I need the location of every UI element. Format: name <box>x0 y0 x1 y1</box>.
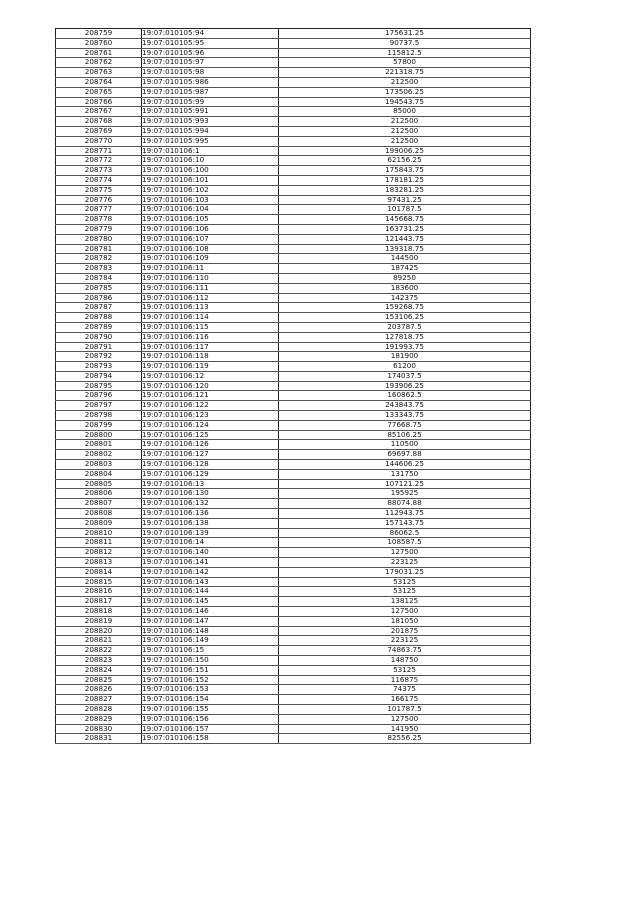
table-row <box>56 38 531 48</box>
table-row <box>56 401 531 411</box>
value-cell: 110500 <box>279 440 531 450</box>
row-number-cell: 208817 <box>56 597 142 607</box>
row-number-cell: 208821 <box>56 636 142 646</box>
table-row <box>56 391 531 401</box>
cadastral-number-cell: 19:07:010106:153 <box>142 685 279 695</box>
value-cell: 183600 <box>279 283 531 293</box>
value-cell: 181050 <box>279 616 531 626</box>
row-number-cell: 208777 <box>56 205 142 215</box>
cadastral-number-cell: 19:07:010105:991 <box>142 107 279 117</box>
value-cell: 86062.5 <box>279 528 531 538</box>
cadastral-number-cell: 19:07:010106:117 <box>142 342 279 352</box>
cadastral-number-cell: 19:07:010106:113 <box>142 303 279 313</box>
table-row <box>56 509 531 519</box>
cadastral-number-cell: 19:07:010106:147 <box>142 616 279 626</box>
cadastral-number-cell: 19:07:010106:112 <box>142 293 279 303</box>
table-row <box>56 616 531 626</box>
row-number-cell: 208784 <box>56 273 142 283</box>
cadastral-number-cell: 19:07:010106:141 <box>142 558 279 568</box>
row-number-cell: 208770 <box>56 136 142 146</box>
row-number-cell: 208771 <box>56 146 142 156</box>
table-row <box>56 97 531 107</box>
value-cell: 112943.75 <box>279 509 531 519</box>
row-number-cell: 208776 <box>56 195 142 205</box>
cadastral-number-cell: 19:07:010105:96 <box>142 48 279 58</box>
table-row <box>56 440 531 450</box>
row-number-cell: 208774 <box>56 175 142 185</box>
value-cell: 116875 <box>279 675 531 685</box>
value-cell: 85106.25 <box>279 430 531 440</box>
value-cell: 142375 <box>279 293 531 303</box>
value-cell: 127818.75 <box>279 332 531 342</box>
table-row <box>56 342 531 352</box>
table-row <box>56 724 531 734</box>
row-number-cell: 208809 <box>56 518 142 528</box>
table-row <box>56 675 531 685</box>
value-cell: 69697.88 <box>279 450 531 460</box>
row-number-cell: 208778 <box>56 215 142 225</box>
cadastral-number-cell: 19:07:010106:151 <box>142 665 279 675</box>
cadastral-number-cell: 19:07:010106:136 <box>142 509 279 519</box>
cadastral-number-cell: 19:07:010105:97 <box>142 58 279 68</box>
table-row <box>56 175 531 185</box>
cadastral-number-cell: 19:07:010106:148 <box>142 626 279 636</box>
value-cell: 139318.75 <box>279 244 531 254</box>
table-row <box>56 577 531 587</box>
table-row <box>56 58 531 68</box>
value-cell: 138125 <box>279 597 531 607</box>
cadastral-number-cell: 19:07:010106:144 <box>142 587 279 597</box>
row-number-cell: 208775 <box>56 185 142 195</box>
cadastral-number-cell: 19:07:010106:111 <box>142 283 279 293</box>
value-cell: 175843.75 <box>279 166 531 176</box>
cadastral-number-cell: 19:07:010105:995 <box>142 136 279 146</box>
cadastral-number-cell: 19:07:010106:106 <box>142 224 279 234</box>
value-cell: 175631.25 <box>279 29 531 39</box>
row-number-cell: 208801 <box>56 440 142 450</box>
row-number-cell: 208806 <box>56 489 142 499</box>
row-number-cell: 208811 <box>56 538 142 548</box>
cadastral-number-cell: 19:07:010106:152 <box>142 675 279 685</box>
table-row <box>56 195 531 205</box>
table-row <box>56 587 531 597</box>
row-number-cell: 208759 <box>56 29 142 39</box>
cadastral-number-cell: 19:07:010106:157 <box>142 724 279 734</box>
cadastral-number-cell: 19:07:010106:155 <box>142 704 279 714</box>
value-cell: 178181.25 <box>279 175 531 185</box>
table-row <box>56 567 531 577</box>
table-row <box>56 607 531 617</box>
table-row <box>56 215 531 225</box>
table-row <box>56 322 531 332</box>
cadastral-number-cell: 19:07:010106:126 <box>142 440 279 450</box>
table-row <box>56 528 531 538</box>
row-number-cell: 208799 <box>56 420 142 430</box>
table-row <box>56 303 531 313</box>
value-cell: 127500 <box>279 548 531 558</box>
table-row <box>56 450 531 460</box>
row-number-cell: 208773 <box>56 166 142 176</box>
table-row <box>56 538 531 548</box>
value-cell: 88074.88 <box>279 499 531 509</box>
table-row <box>56 626 531 636</box>
value-cell: 74863.75 <box>279 646 531 656</box>
cadastral-number-cell: 19:07:010106:1 <box>142 146 279 156</box>
value-cell: 133343.75 <box>279 411 531 421</box>
value-cell: 159268.75 <box>279 303 531 313</box>
table-row <box>56 656 531 666</box>
cadastral-number-cell: 19:07:010106:123 <box>142 411 279 421</box>
table-row <box>56 205 531 215</box>
value-cell: 127500 <box>279 714 531 724</box>
cadastral-number-cell: 19:07:010106:128 <box>142 460 279 470</box>
value-cell: 212500 <box>279 77 531 87</box>
value-cell: 243843.75 <box>279 401 531 411</box>
cadastral-number-cell: 19:07:010106:156 <box>142 714 279 724</box>
table-row <box>56 264 531 274</box>
cadastral-number-cell: 19:07:010106:110 <box>142 273 279 283</box>
table-row <box>56 499 531 509</box>
table-row <box>56 460 531 470</box>
cadastral-number-cell: 19:07:010106:139 <box>142 528 279 538</box>
table-row <box>56 48 531 58</box>
row-number-cell: 208828 <box>56 704 142 714</box>
row-number-cell: 208762 <box>56 58 142 68</box>
row-number-cell: 208819 <box>56 616 142 626</box>
value-cell: 144606.25 <box>279 460 531 470</box>
cadastral-number-cell: 19:07:010106:149 <box>142 636 279 646</box>
value-cell: 166175 <box>279 695 531 705</box>
table-row <box>56 166 531 176</box>
value-cell: 101787.5 <box>279 704 531 714</box>
row-number-cell: 208807 <box>56 499 142 509</box>
row-number-cell: 208789 <box>56 322 142 332</box>
table-row <box>56 224 531 234</box>
cadastral-number-cell: 19:07:010105:94 <box>142 29 279 39</box>
value-cell: 183281.25 <box>279 185 531 195</box>
table-row <box>56 185 531 195</box>
row-number-cell: 208824 <box>56 665 142 675</box>
table-row <box>56 734 531 744</box>
row-number-cell: 208827 <box>56 695 142 705</box>
row-number-cell: 208765 <box>56 87 142 97</box>
cadastral-number-cell: 19:07:010106:132 <box>142 499 279 509</box>
table-row <box>56 685 531 695</box>
table-row <box>56 126 531 136</box>
cadastral-number-cell: 19:07:010106:143 <box>142 577 279 587</box>
table-row <box>56 371 531 381</box>
value-cell: 82556.25 <box>279 734 531 744</box>
cadastral-number-cell: 19:07:010106:118 <box>142 352 279 362</box>
table-row <box>56 156 531 166</box>
value-cell: 201875 <box>279 626 531 636</box>
value-cell: 223125 <box>279 558 531 568</box>
value-cell: 115812.5 <box>279 48 531 58</box>
table-row <box>56 283 531 293</box>
row-number-cell: 208804 <box>56 469 142 479</box>
value-cell: 194543.75 <box>279 97 531 107</box>
row-number-cell: 208831 <box>56 734 142 744</box>
value-cell: 173506.25 <box>279 87 531 97</box>
value-cell: 191993.75 <box>279 342 531 352</box>
row-number-cell: 208808 <box>56 509 142 519</box>
table-row <box>56 489 531 499</box>
value-cell: 145668.75 <box>279 215 531 225</box>
value-cell: 163731.25 <box>279 224 531 234</box>
row-number-cell: 208781 <box>56 244 142 254</box>
value-cell: 141950 <box>279 724 531 734</box>
cadastral-number-cell: 19:07:010106:120 <box>142 381 279 391</box>
table-row <box>56 646 531 656</box>
value-cell: 90737.5 <box>279 38 531 48</box>
table-row <box>56 332 531 342</box>
cadastral-number-cell: 19:07:010106:124 <box>142 420 279 430</box>
cadastral-number-cell: 19:07:010106:10 <box>142 156 279 166</box>
value-cell: 221318.75 <box>279 68 531 78</box>
value-cell: 148750 <box>279 656 531 666</box>
row-number-cell: 208802 <box>56 450 142 460</box>
value-cell: 212500 <box>279 136 531 146</box>
row-number-cell: 208815 <box>56 577 142 587</box>
cadastral-number-cell: 19:07:010106:122 <box>142 401 279 411</box>
row-number-cell: 208783 <box>56 264 142 274</box>
row-number-cell: 208822 <box>56 646 142 656</box>
row-number-cell: 208813 <box>56 558 142 568</box>
row-number-cell: 208761 <box>56 48 142 58</box>
cadastral-number-cell: 19:07:010106:140 <box>142 548 279 558</box>
cadastral-number-cell: 19:07:010106:116 <box>142 332 279 342</box>
value-cell: 127500 <box>279 607 531 617</box>
cadastral-number-cell: 19:07:010105:986 <box>142 77 279 87</box>
table-row <box>56 146 531 156</box>
row-number-cell: 208793 <box>56 362 142 372</box>
table-row <box>56 273 531 283</box>
cadastral-number-cell: 19:07:010106:105 <box>142 215 279 225</box>
row-number-cell: 208767 <box>56 107 142 117</box>
value-cell: 131750 <box>279 469 531 479</box>
row-number-cell: 208766 <box>56 97 142 107</box>
cadastral-number-cell: 19:07:010106:127 <box>142 450 279 460</box>
row-number-cell: 208814 <box>56 567 142 577</box>
value-cell: 223125 <box>279 636 531 646</box>
table-row <box>56 597 531 607</box>
row-number-cell: 208820 <box>56 626 142 636</box>
row-number-cell: 208825 <box>56 675 142 685</box>
row-number-cell: 208790 <box>56 332 142 342</box>
table-row <box>56 77 531 87</box>
table-row <box>56 87 531 97</box>
value-cell: 179031.25 <box>279 567 531 577</box>
cadastral-number-cell: 19:07:010106:154 <box>142 695 279 705</box>
cadastral-number-cell: 19:07:010106:146 <box>142 607 279 617</box>
table-row <box>56 558 531 568</box>
row-number-cell: 208797 <box>56 401 142 411</box>
row-number-cell: 208779 <box>56 224 142 234</box>
row-number-cell: 208818 <box>56 607 142 617</box>
cadastral-number-cell: 19:07:010106:15 <box>142 646 279 656</box>
value-cell: 195925 <box>279 489 531 499</box>
value-cell: 153106.25 <box>279 313 531 323</box>
row-number-cell: 208769 <box>56 126 142 136</box>
value-cell: 212500 <box>279 126 531 136</box>
cadastral-number-cell: 19:07:010106:11 <box>142 264 279 274</box>
table-body <box>56 29 531 744</box>
cadastral-number-cell: 19:07:010105:993 <box>142 117 279 127</box>
cadastral-number-cell: 19:07:010106:130 <box>142 489 279 499</box>
value-cell: 193906.25 <box>279 381 531 391</box>
cadastral-number-cell: 19:07:010106:142 <box>142 567 279 577</box>
table-row <box>56 244 531 254</box>
cadastral-number-cell: 19:07:010106:125 <box>142 430 279 440</box>
value-cell: 97431.25 <box>279 195 531 205</box>
value-cell: 181900 <box>279 352 531 362</box>
row-number-cell: 208791 <box>56 342 142 352</box>
table-row <box>56 479 531 489</box>
row-number-cell: 208780 <box>56 234 142 244</box>
value-cell: 89250 <box>279 273 531 283</box>
cadastral-number-cell: 19:07:010105:99 <box>142 97 279 107</box>
table-row <box>56 430 531 440</box>
table-row <box>56 234 531 244</box>
cadastral-number-cell: 19:07:010106:150 <box>142 656 279 666</box>
cadastral-number-cell: 19:07:010106:102 <box>142 185 279 195</box>
table-row <box>56 420 531 430</box>
cadastral-number-cell: 19:07:010106:115 <box>142 322 279 332</box>
table-row <box>56 136 531 146</box>
row-number-cell: 208812 <box>56 548 142 558</box>
value-cell: 144500 <box>279 254 531 264</box>
row-number-cell: 208803 <box>56 460 142 470</box>
row-number-cell: 208829 <box>56 714 142 724</box>
row-number-cell: 208810 <box>56 528 142 538</box>
value-cell: 61200 <box>279 362 531 372</box>
table-row <box>56 469 531 479</box>
table-row <box>56 704 531 714</box>
table-row <box>56 68 531 78</box>
value-cell: 174037.5 <box>279 371 531 381</box>
cadastral-number-cell: 19:07:010105:95 <box>142 38 279 48</box>
cadastral-value-table <box>55 28 531 744</box>
row-number-cell: 208760 <box>56 38 142 48</box>
cadastral-number-cell: 19:07:010106:119 <box>142 362 279 372</box>
row-number-cell: 208798 <box>56 411 142 421</box>
table-row <box>56 29 531 39</box>
cadastral-number-cell: 19:07:010106:129 <box>142 469 279 479</box>
row-number-cell: 208764 <box>56 77 142 87</box>
row-number-cell: 208823 <box>56 656 142 666</box>
cadastral-number-cell: 19:07:010106:107 <box>142 234 279 244</box>
cadastral-number-cell: 19:07:010106:109 <box>142 254 279 264</box>
table-row <box>56 362 531 372</box>
value-cell: 199006.25 <box>279 146 531 156</box>
cadastral-number-cell: 19:07:010105:994 <box>142 126 279 136</box>
cadastral-number-cell: 19:07:010105:98 <box>142 68 279 78</box>
cadastral-number-cell: 19:07:010106:12 <box>142 371 279 381</box>
value-cell: 107121.25 <box>279 479 531 489</box>
table-row <box>56 695 531 705</box>
table-row <box>56 548 531 558</box>
table-row <box>56 381 531 391</box>
cadastral-number-cell: 19:07:010106:121 <box>142 391 279 401</box>
value-cell: 53125 <box>279 665 531 675</box>
value-cell: 77668.75 <box>279 420 531 430</box>
row-number-cell: 208805 <box>56 479 142 489</box>
cadastral-number-cell: 19:07:010106:114 <box>142 313 279 323</box>
table-row <box>56 665 531 675</box>
cadastral-number-cell: 19:07:010106:101 <box>142 175 279 185</box>
row-number-cell: 208763 <box>56 68 142 78</box>
row-number-cell: 208795 <box>56 381 142 391</box>
value-cell: 108587.5 <box>279 538 531 548</box>
row-number-cell: 208816 <box>56 587 142 597</box>
value-cell: 157143.75 <box>279 518 531 528</box>
table-row <box>56 714 531 724</box>
cadastral-number-cell: 19:07:010106:104 <box>142 205 279 215</box>
cadastral-number-cell: 19:07:010105:987 <box>142 87 279 97</box>
cadastral-number-cell: 19:07:010106:14 <box>142 538 279 548</box>
value-cell: 212500 <box>279 117 531 127</box>
value-cell: 85000 <box>279 107 531 117</box>
table-row <box>56 636 531 646</box>
value-cell: 160862.5 <box>279 391 531 401</box>
table-row <box>56 107 531 117</box>
row-number-cell: 208768 <box>56 117 142 127</box>
row-number-cell: 208788 <box>56 313 142 323</box>
row-number-cell: 208782 <box>56 254 142 264</box>
value-cell: 203787.5 <box>279 322 531 332</box>
row-number-cell: 208800 <box>56 430 142 440</box>
table-row <box>56 293 531 303</box>
value-cell: 53125 <box>279 577 531 587</box>
row-number-cell: 208787 <box>56 303 142 313</box>
value-cell: 101787.5 <box>279 205 531 215</box>
cadastral-number-cell: 19:07:010106:138 <box>142 518 279 528</box>
value-cell: 53125 <box>279 587 531 597</box>
cadastral-number-cell: 19:07:010106:13 <box>142 479 279 489</box>
table-row <box>56 254 531 264</box>
cadastral-number-cell: 19:07:010106:158 <box>142 734 279 744</box>
row-number-cell: 208796 <box>56 391 142 401</box>
cadastral-number-cell: 19:07:010106:108 <box>142 244 279 254</box>
value-cell: 187425 <box>279 264 531 274</box>
cadastral-number-cell: 19:07:010106:145 <box>142 597 279 607</box>
table-row <box>56 117 531 127</box>
cadastral-number-cell: 19:07:010106:103 <box>142 195 279 205</box>
table-row <box>56 352 531 362</box>
table-row <box>56 313 531 323</box>
cadastral-number-cell: 19:07:010106:100 <box>142 166 279 176</box>
value-cell: 74375 <box>279 685 531 695</box>
value-cell: 62156.25 <box>279 156 531 166</box>
table-row <box>56 518 531 528</box>
row-number-cell: 208830 <box>56 724 142 734</box>
row-number-cell: 208792 <box>56 352 142 362</box>
row-number-cell: 208786 <box>56 293 142 303</box>
row-number-cell: 208826 <box>56 685 142 695</box>
row-number-cell: 208794 <box>56 371 142 381</box>
value-cell: 121443.75 <box>279 234 531 244</box>
table-row <box>56 411 531 421</box>
row-number-cell: 208785 <box>56 283 142 293</box>
value-cell: 57800 <box>279 58 531 68</box>
row-number-cell: 208772 <box>56 156 142 166</box>
